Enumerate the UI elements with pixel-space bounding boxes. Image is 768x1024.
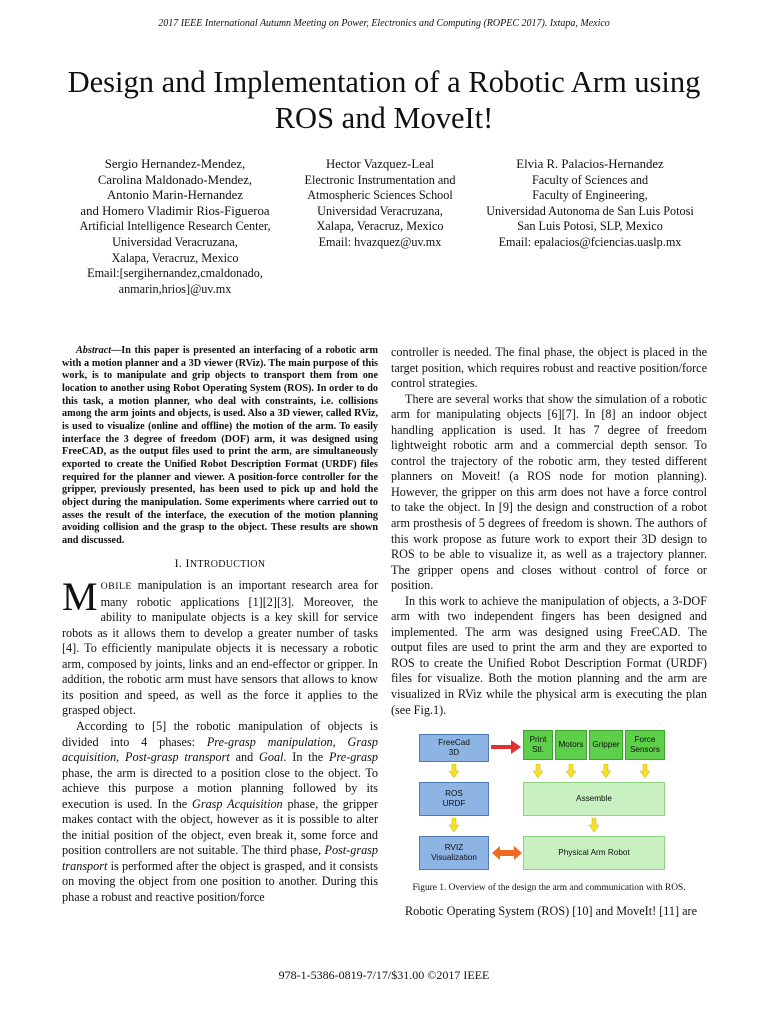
intro-paragraph-2 [62,719,378,906]
phase-name-transport: Post-grasp transport [62,843,378,873]
down-arrow-icon [640,764,650,778]
right-paragraph-4: Robotic Operating System (ROS) [10] and MoveIt! [11] are [405,904,697,919]
figure-caption: Figure 1. Overview of the design the arm and communication with ROS. [412,883,686,894]
email-line: Email: epalacios@fciencias.uaslp.mx [498,234,682,249]
assemble-box: Assemble [523,782,665,816]
author-line: and Homero Vladimir Rios-Figueroa [80,203,270,218]
affiliation-line: Faculty of Sciences and [531,172,649,187]
down-arrow-icon [601,764,611,778]
conference-header: 2017 IEEE International Autumn Meeting on Power, Electronics and Computing (ROPEC 2017). Ixtapa, Mexico [158,18,610,29]
author-line: Elvia R. Palacios-Hernandez [516,157,664,171]
paragraph-text: manipulation is an important research area for many robotic applications [1][2][3]. Moreover, the ability to manipulate objects is a key skill for service robots as it allows them to develop a greater number of tasks [4]. To efficiently manipulate objects it is necessary a robotic arm, composed by joints, links and an end-effector or gripper. In addition, the robotic arm must have sensors that allows to know its position and speed, as well as the force it applies to the grasped object. [62,578,378,718]
paragraph-text: . In the [283,750,330,765]
physical-arm-robot-box: Physical Arm Robot [523,836,665,870]
author-line: Sergio Hernandez-Mendez, [104,157,246,171]
abstract-label: Abstract [76,345,112,356]
affiliation-line: Atmospheric Sciences School [307,188,453,203]
right-paragraph-1: controller is needed. The final phase, the object is placed in the target position, which requires robust and reactive position/force control strategies. [391,345,707,391]
affiliation-line: Universidad Veracruzana, [112,234,238,249]
author-block-3 [470,157,710,251]
motors-box: Motors [555,730,587,760]
down-arrow-icon [449,764,459,778]
right-arrow-icon [491,740,521,754]
section-number: I. [174,555,186,570]
abstract-text: —In this paper is presented an interfacing of a robotic arm with a motion planner and a 3D viewer (RViz). The main purpose of this work, is to manipulate and grip objects to transport them from one location to another using Robot Operating System (ROS). In order to do this task, a motion planner, who deal with constraints, i.e. collisions among the arm joints and objects, is used. Also a 3D viewer, called RViz, is used to visualize (online and offline) the motion of the arm. To easily interface the 3 degree of freedom (DOF) arm, it was designed using FreeCAD, as the output files used to print the arm, are simultaneously exported to create the Unified Robot Description Format (URDF) files required for the planner and viewer. A position-force controller for the gripper, previously presented, has been used to pick up and hold the object during the manipulation. Some experiments where carried out to asses the result of the interface, the execution of the motion planning avoiding collision and the grasp to the object. These results are shown and discussed. [62,345,378,546]
phase-names: Pre-grasp manipulation, Grasp acquisition, Post-grasp transport [62,734,378,765]
affiliation-line: Xalapa, Veracruz, Mexico [316,219,444,234]
section-heading-initial: I [185,555,190,570]
paragraph-text: and [229,750,260,765]
paragraph-text: phase, the arm is directed to a position close to the object. To achieve this purpose a motion planning followed by its execution is used. In the [62,765,378,811]
copyright-footer: 978-1-5386-0819-7/17/$31.00 ©2017 IEEE [278,968,490,982]
force-sensors-box: Force Sensors [625,730,665,760]
down-arrow-icon [589,818,599,832]
down-arrow-icon [533,764,543,778]
author-block-2 [290,157,470,251]
affiliation-line: Electronic Instrumentation and [304,172,456,187]
drop-cap: M [62,574,98,620]
phase-name-acquisition: Grasp Acquisition [192,796,283,811]
paragraph-text: phase, the gripper makes contact with the object, however as it is possible to alter the initial position of the object, even break it, some force and position controllers are not suitable. The third phase, [62,796,378,858]
phase-name-goal: Goal [259,750,284,765]
right-column [391,345,707,920]
left-column [62,345,378,906]
paragraph-text: is performed after the object is grasped, and it consists on moving the object from one position to another. During this phase a robust and reactive position/force [62,858,378,904]
freecad-box: FreeCad 3D [419,734,489,762]
section-heading-introduction [62,556,378,573]
phase-name-pregrasp: Pre-grasp [329,750,378,765]
affiliation-line: Universidad Autonoma de San Luis Potosi [486,203,694,218]
abstract [62,345,378,548]
rviz-visualization-box: RVIZ Visualization [419,836,489,870]
author-line: Hector Vazquez-Leal [325,157,435,171]
figure-1-diagram [419,728,719,876]
author-line: Carolina Maldonado-Mendez, [97,172,253,187]
email-line: Email: hvazquez@uv.mx [318,234,442,249]
right-paragraph-2: There are several works that show the simulation of a robotic arm for manipulating objects [6][7]. In [8] an indoor object handling application is used. It has 7 degree of freedom lightweight robotic arm and a commercial depth sensor. To control the trajectory of the robotic arm, they tested different planners on Moveit! (a ROS node for motion planning). However, the gripper on this arm does not have a force control to take the object. In [9] the design and construction of a robot arm prosthesis of 5 degrees of freedom is shown. The authors of this work propose as future work to export their 3D design to ROS to be able to visualize it, as well as a trajectory planner. The gripper opens and closes without control of force or position. [391,391,707,593]
affiliation-line: Faculty of Engineering, [532,188,648,203]
intro-paragraph-1 [62,574,378,719]
double-arrow-icon [492,846,522,860]
author-block-1 [60,157,290,297]
affiliation-line: San Luis Potosi, SLP, Mexico [517,219,663,234]
print-stl-box: Print Stl. [523,730,553,760]
paragraph-text: According to [5] the robotic manipulation of objects is divided into 4 phases: [62,718,378,749]
gripper-box: Gripper [589,730,623,760]
drop-cap-smallcaps: OBILE [100,581,132,593]
paper-title [30,64,738,136]
affiliation-line: Xalapa, Veracruz, Mexico [111,250,239,265]
section-heading-rest: NTRODUCTION [189,558,266,570]
right-paragraph-3: In this work to achieve the manipulation of objects, a 3-DOF arm with two independent fingers has been designed and implemented. The arm was designed using FreeCAD. The output files are used to print the arm and they are exported to ROS to create the Unified Robot Description Format (URDF) files for visualize. Both the motion planning and the arm are visualized in RViz while the physical arm is executing the plan (see Fig.1). [391,593,707,717]
email-line: Email:[sergihernandez,cmaldonado, [87,266,263,281]
down-arrow-icon [566,764,576,778]
title-line-2: ROS and MoveIt! [274,101,494,135]
affiliation-line: Artificial Intelligence Research Center, [79,219,271,234]
author-line: Antonio Marin-Hernandez [106,188,244,203]
down-arrow-icon [449,818,459,832]
email-line: anmarin,hrios]@uv.mx [118,281,232,296]
ros-urdf-box: ROS URDF [419,782,489,816]
affiliation-line: Universidad Veracruzana, [317,203,443,218]
title-line-1: Design and Implementation of a Robotic Arm using [67,65,701,99]
